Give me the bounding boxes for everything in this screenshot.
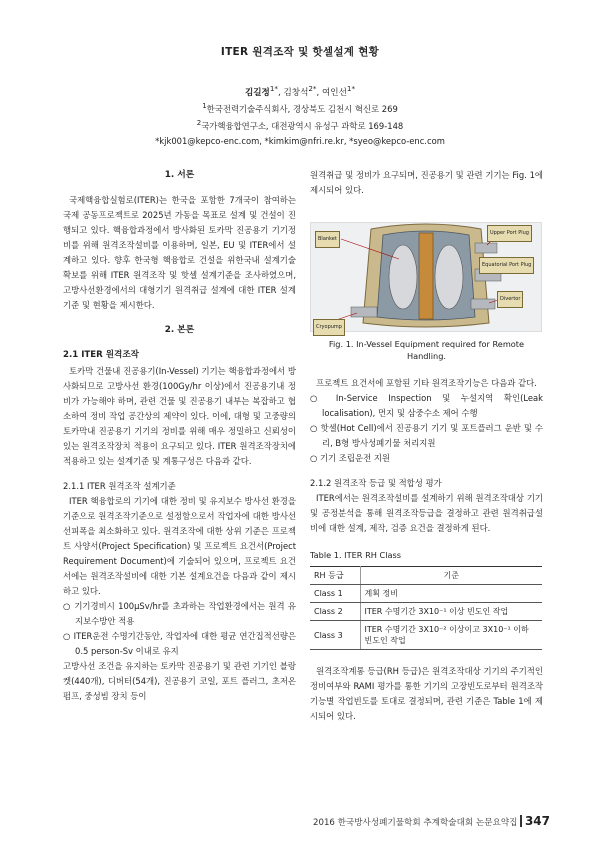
fig-label-blanket: Blanket [315, 231, 340, 248]
equipment-paragraph-cont: 원격취급 및 정비가 요구되며, 진공용기 및 관련 기기는 Fig. 1에 제시되어 있다. [310, 170, 543, 195]
class-paragraph: ITER에서는 원격조작설비를 설계하기 위해 원격조작대상 기기 및 공정분석을 통해 원격조작등급을 결정하고 관련 원격취급설비에 대한 설계, 제작, 검증 요건을 결정하게 된다. [310, 493, 543, 533]
page-footer [290, 814, 550, 828]
fig-label-divertor: Divertor [497, 291, 523, 308]
aff2-text: 국가핵융합연구소, 대전광역시 유성구 과학로 169-148 [201, 120, 404, 131]
paper-title: ITER 원격조작 및 핫셀설계 현황 [220, 46, 380, 58]
figure-caption: Fig. 1. In-Vessel Equipment required for Remote Handling. [328, 339, 525, 361]
affiliation-1 [0, 102, 600, 115]
aff2-sup: 2 [196, 119, 202, 127]
footer-text: 2016 한국방사성폐기물학회 추계학술대회 논문요약집 [313, 818, 518, 828]
rh-paragraph: 토카막 건물내 진공용기(In-Vessel) 기기는 핵융합과정에서 방사화되므로 고방사선 환경(100Gy/hr 이상)에서 진공용기내 정비가 가능해야 하며, 관련 건물 및 진공용기 내부는 복잡하고 협소하여 정비 작업 공간상의 제약이 있다. 이에, 대형 및 고중량의 토카막내 진공용기 기기의 정비를 위해 매우 정밀하고 신뢰성이 있는 원격조작장치 적용이 요구되고 있다. ITER 원격조작장치에 적용하고 있는 설계기준 및 계통구성은 다음과 같다. [63, 366, 296, 466]
table-cell-class: Class 2 [310, 603, 360, 621]
author-1: 김길정 [244, 87, 270, 98]
table-cell-class: Class 3 [310, 621, 360, 650]
rh-class-paragraph: 원격조작계통 등급(RH 등급)은 원격조작대상 기기의 주기적인 정비여부와 RAMI 평가를 통한 기기의 고장빈도로부터 원격조작기능별 작업빈도를 토대로 결정되며, 관련 기준은 Table 1에 제시되어 있다. [310, 666, 543, 721]
left-column [63, 168, 296, 704]
fig-label-equatorial-port: Equatorial Port Plug [479, 257, 534, 274]
subsection-2-1-2-heading: 2.1.2 원격조작 등급 및 적합성 평가 [310, 478, 442, 488]
page-number: 347 [524, 814, 550, 828]
fig-label-cryopump: Cryopump [313, 319, 345, 336]
section-2-heading: 2. 본론 [164, 325, 195, 335]
right-column [310, 168, 543, 724]
function-bullet-1: ○ In-Service Inspection 및 누설지역 확인(Leak localisation), 먼지 및 삼중수소 제어 수행 [310, 393, 543, 418]
table-row [310, 603, 542, 621]
rh-class-table [310, 566, 542, 650]
other-functions-paragraph: 프로젝트 요건서에 포함된 기타 원격조작기능은 다음과 같다. [316, 378, 537, 388]
section-1-heading: 1. 서론 [164, 170, 195, 180]
affiliation-2 [0, 119, 600, 132]
author-3-sup: 1* [346, 84, 356, 93]
table-cell-criteria: ITER 수명기간 3X10⁻¹ 이상 빈도인 작업 [360, 603, 542, 621]
table-header-criteria: 기준 [360, 567, 542, 585]
author-2-sup: 2* [308, 84, 317, 93]
subsection-2-1-1-heading: 2.1.1 ITER 원격조작 설계기준 [63, 481, 176, 491]
author-emails: *kjk001@kepco-enc.com, *kimkim@nfri.re.kr, *syeo@kepco-enc.com [155, 136, 445, 146]
table-header-row [310, 567, 542, 585]
author-3: , 여인선 [316, 87, 347, 98]
table-header-class: RH 등급 [310, 567, 360, 585]
aff1-text: 한국전력기술주식회사, 경상북도 김천시 혁신로 269 [206, 103, 398, 114]
table-row [310, 621, 542, 650]
author-1-sup: 1* [269, 84, 278, 93]
table-cell-criteria: 계획 정비 [360, 585, 542, 603]
intro-paragraph: 국제핵융합실험로(ITER)는 한국을 포함한 7개국이 참여하는 국제 공동프로젝트로 2025년 가동을 목표로 설계 및 건설이 진행되고 있다. 핵융합과정에서 방사화된 토카막 진공용기 기기정비를 위해 원격조작설비를 이용하며, 일본, EU 및 ITER에서 설계하고 있다. 향후 한국형 핵융합로 건설을 위한국내 설계기술 확보를 위해 ITER 원격조작 및 핫셀 설계기준을 조사하였으며, 고방사선환경에서의 대형기기 원격취급 설계에 대한 ITER 설계기준 및 현황을 제시한다. [63, 195, 296, 310]
subsection-2-1-heading: 2.1 ITER 원격조작 [63, 350, 139, 360]
criteria-bullet-2: ○ ITER운전 수명기간동안, 작업자에 대한 평균 연간집적선량은 0.5 person-Sv 이내로 유지 [63, 631, 296, 656]
aff1-sup: 1 [202, 102, 207, 110]
in-vessel-figure [310, 222, 542, 332]
table-caption: Table 1. ITER RH Class [310, 550, 402, 560]
equipment-paragraph: 고방사선 조건을 유지하는 토카막 진공용기 및 관련 기기인 블랑켓(440개), 디버터(54개), 진공용기 코일, 포트 플러그, 초저온펌프, 중성빔 장치 등이 [63, 661, 296, 701]
table-cell-class: Class 1 [310, 585, 360, 603]
function-bullet-2: ○ 핫셀(Hot Cell)에서 진공용기 기기 및 포트플러그 운반 및 수리, B형 방사성폐기물 처리지원 [310, 423, 543, 448]
table-row [310, 585, 542, 603]
table-cell-criteria: ITER 수명기간 3X10⁻² 이상이고 3X10⁻¹ 이하 빈도인 작업 [360, 621, 542, 650]
footer-divider [520, 815, 522, 827]
author-line [0, 84, 600, 98]
fig-label-upper-port: Upper Port Plug [487, 225, 532, 242]
criteria-bullet-1: ○ 기기경비시 100µSv/hr를 초과하는 작업환경에서는 원격 유지보수방안 적용 [63, 601, 296, 626]
function-bullet-3: ○ 기기 조립운전 지원 [310, 453, 391, 463]
author-2: , 김창석 [278, 87, 309, 98]
criteria-paragraph: ITER 핵융합로의 기기에 대한 정비 및 유지보수 방사선 환경을 기준으로 원격조작기준으로 설정함으로서 작업자에 대한 방사선선피폭을 최소화하고 있다. 원격조작에 대한 상위 기준은 프로젝트 사양서(Project Specification) 및 프로젝트 요건서(Project Requirement Document)에 기술되어 있으며, 프로젝트 요건서에는 원격조작설비에 대한 기본 설계요건을 다음과 같이 제시하고 있다. [63, 496, 296, 596]
